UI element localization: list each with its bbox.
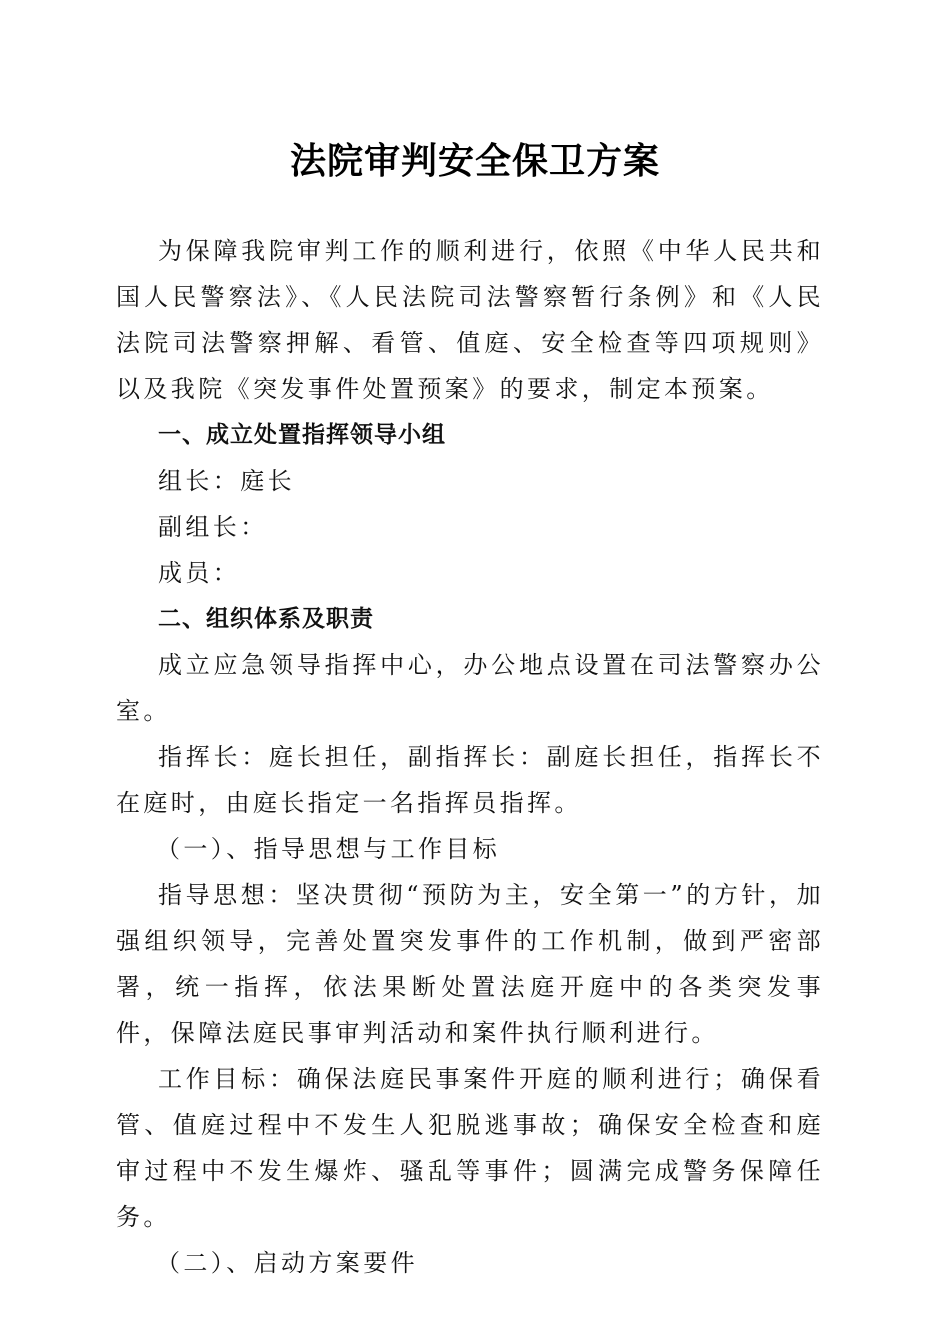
work-goal-paragraph: 工作目标：确保法庭民事案件开庭的顺利进行；确保看管、值庭过程中不发生人犯脱逃事故；确保安全检查和庭审过程中不发生爆炸、骚乱等事件；圆满完成警务保障任务。 xyxy=(116,1065,824,1231)
section2-heading: 二、组织体系及职责 xyxy=(158,606,374,632)
command-center-paragraph: 成立应急领导指挥中心，办公地点设置在司法警察办公室。 xyxy=(116,651,824,725)
group-leader-line: 组长：庭长 xyxy=(158,467,295,495)
document-body xyxy=(116,228,824,1286)
guiding-thought-paragraph: 指导思想：坚决贯彻“预防为主，安全第一”的方针，加强组织领导，完善处置突发事件的工作机制，做到严密部署，统一指挥，依法果断处置法庭开庭中的各类突发事件，保障法庭民事审判活动和案件执行顺利进行。 xyxy=(116,881,824,1047)
deputy-leader-line: 副组长： xyxy=(158,513,268,541)
commander-paragraph: 指挥长：庭长担任，副指挥长：副庭长担任，指挥长不在庭时，由庭长指定一名指挥员指挥。 xyxy=(116,743,824,817)
intro-paragraph: 为保障我院审判工作的顺利进行，依照《中华人民共和国人民警察法》、《人民法院司法警察暂行条例》和《人民法院司法警察押解、看管、值庭、安全检查等四项规则》以及我院《突发事件处置预案》的要求，制定本预案。 xyxy=(116,237,824,403)
subsection2-heading: （二）、启动方案要件 xyxy=(156,1249,418,1277)
members-line: 成员： xyxy=(158,559,241,587)
subsection1-heading: （一）、指导思想与工作目标 xyxy=(156,835,501,863)
document-title: 法院审判安全保卫方案 xyxy=(289,140,660,182)
section1-heading: 一、成立处置指挥领导小组 xyxy=(158,422,446,448)
